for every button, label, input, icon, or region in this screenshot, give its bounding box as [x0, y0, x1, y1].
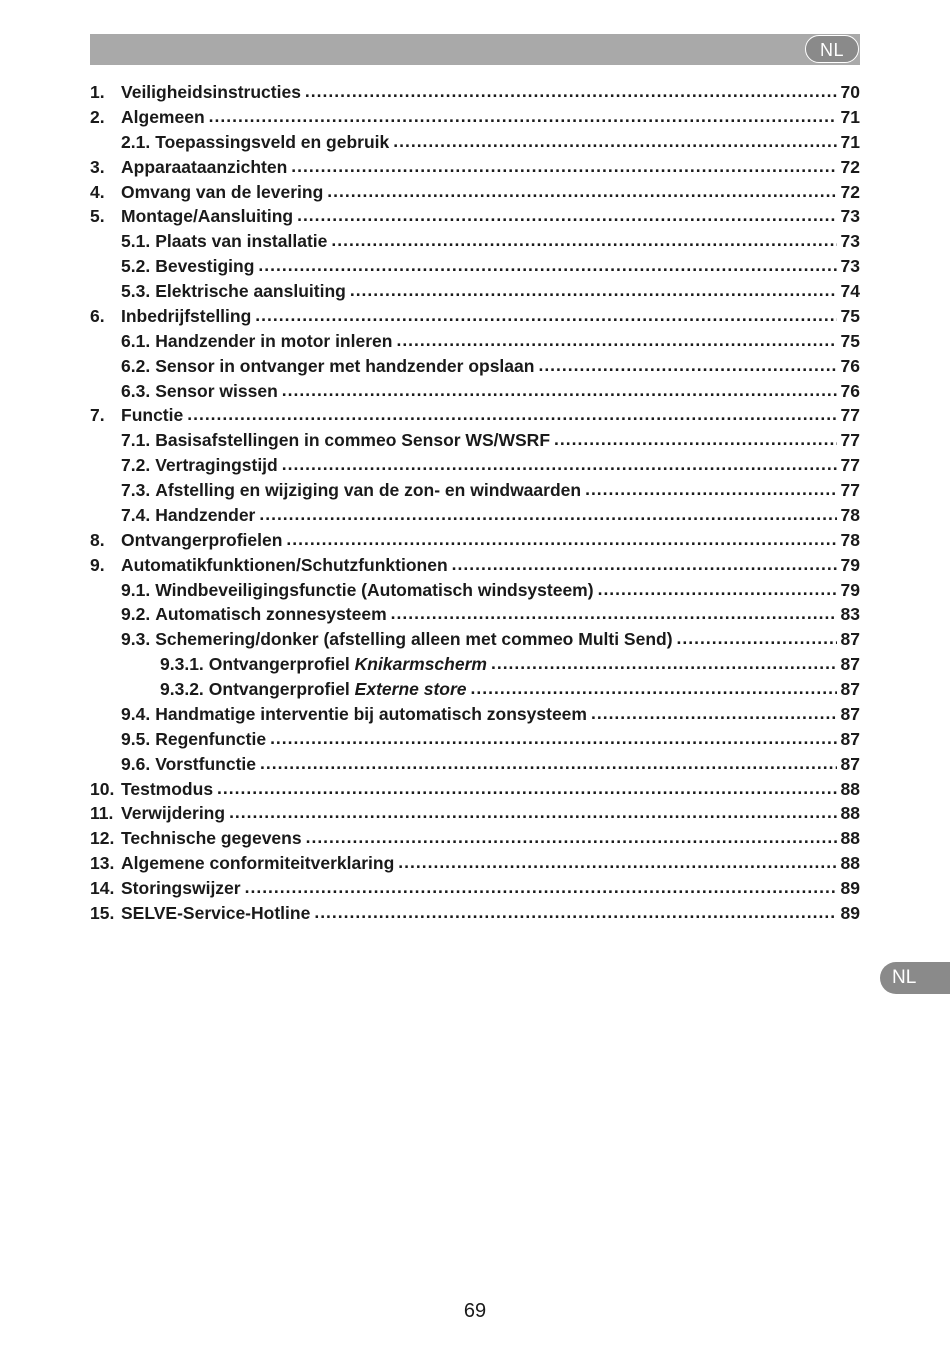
- toc-dot-leader: [255, 303, 836, 328]
- toc-entry-title: [209, 677, 467, 702]
- toc-entry-title: [155, 229, 327, 254]
- toc-entry-title-text: Algemeen: [121, 106, 205, 127]
- toc-entry-title-text: Automatikfunktionen/Schutzfunktionen: [121, 554, 448, 575]
- toc-entry-title: [155, 428, 550, 453]
- toc-entry-title: [155, 627, 672, 652]
- toc-entry[interactable]: [90, 478, 860, 503]
- toc-entry-title: [155, 478, 581, 503]
- toc-entry-title-text: Schemering/donker (afstelling alleen met commeo Multi Send): [155, 629, 673, 650]
- toc-entry-title: [155, 379, 278, 404]
- toc-entry-number: 5.2.: [121, 256, 151, 277]
- toc-entry-page: 88: [840, 778, 860, 799]
- toc-entry-page: 71: [840, 106, 860, 127]
- toc-dot-leader: [217, 776, 836, 801]
- toc-dot-leader: [270, 726, 836, 751]
- toc-entry-page: 76: [840, 380, 860, 401]
- toc-entry-title: [121, 553, 448, 578]
- toc-entry-page: 88: [840, 853, 860, 874]
- toc-entry-title-text: Afstelling en wijziging van de zon- en windwaarden: [155, 480, 582, 500]
- toc-entry-number: 7.2.: [121, 455, 151, 476]
- toc-entry-title-text: Handzender: [155, 504, 256, 525]
- toc-entry-number: 4.: [90, 181, 105, 202]
- toc-entry-title: [121, 851, 394, 876]
- toc-entry-page: 76: [840, 355, 860, 376]
- toc-entry-page: 87: [840, 753, 860, 774]
- toc-entry-number: 13.: [90, 853, 115, 874]
- toc-entry-page: 87: [840, 728, 860, 749]
- toc-entry-title-text: Inbedrijfstelling: [121, 305, 252, 326]
- toc-entry-title: [209, 652, 487, 677]
- toc-entry-number: 3.: [90, 156, 105, 177]
- toc-entry[interactable]: [90, 279, 860, 304]
- toc-entry-page: 88: [840, 828, 860, 849]
- toc-entry-number: 7.: [90, 405, 105, 426]
- toc-entry-title-text: Automatisch zonnesysteem: [155, 604, 387, 625]
- toc-entry-page: 72: [840, 156, 860, 177]
- toc-dot-leader: [297, 203, 836, 228]
- toc-entry[interactable]: [90, 453, 860, 478]
- language-side-tab[interactable]: NL: [880, 962, 950, 994]
- toc-entry-page: 87: [840, 703, 860, 724]
- toc-entry-number: 9.1.: [121, 579, 151, 600]
- toc-dot-leader: [350, 278, 837, 303]
- toc-dot-leader: [554, 427, 837, 452]
- toc-entry[interactable]: [90, 777, 860, 802]
- toc-entry[interactable]: [90, 254, 860, 279]
- toc-entry-title-text: Basisafstellingen in commeo Sensor WS/WSRF: [155, 430, 551, 451]
- toc-entry-page: 87: [840, 679, 860, 699]
- toc-dot-leader: [209, 104, 837, 129]
- toc-entry-title: [121, 304, 251, 329]
- toc-entry-number: 10.: [90, 778, 115, 799]
- toc-entry-title: [121, 180, 323, 205]
- toc-entry-number: 6.: [90, 305, 105, 326]
- toc-entry-title: [155, 503, 255, 528]
- toc-entry[interactable]: [90, 105, 860, 130]
- toc-entry-page: 87: [840, 629, 860, 650]
- toc-dot-leader: [452, 552, 837, 577]
- toc-entry-page: 77: [840, 405, 860, 426]
- toc-entry-number: 9.3.: [121, 629, 151, 650]
- toc-entry-page: 73: [840, 256, 860, 277]
- toc-entry[interactable]: [90, 752, 860, 777]
- toc-entry-number: 7.4.: [121, 504, 151, 525]
- toc-entry-number: 9.3.2.: [160, 679, 204, 699]
- toc-entry-title-emphasis: Knikarmscherm: [354, 654, 487, 675]
- toc-dot-leader: [305, 79, 837, 104]
- toc-dot-leader: [598, 577, 837, 602]
- toc-entry[interactable]: [90, 304, 860, 329]
- toc-entry-page: 79: [840, 579, 860, 600]
- toc-dot-leader: [327, 179, 836, 204]
- toc-dot-leader: [286, 527, 836, 552]
- toc-entry[interactable]: [90, 80, 860, 105]
- toc-entry-title-text: Ontvangerprofiel: [208, 679, 350, 699]
- toc-entry[interactable]: [90, 528, 860, 553]
- toc-entry-page: 72: [840, 181, 860, 202]
- toc-entry-title-text: Apparaataanzichten: [121, 156, 288, 177]
- toc-entry-title: [121, 403, 183, 428]
- toc-entry-page: 75: [840, 305, 860, 326]
- toc-entry-title-text: Bevestiging: [155, 256, 255, 277]
- toc-entry-number: 5.3.: [121, 281, 151, 301]
- toc-entry-title-text: Functie: [121, 405, 184, 426]
- toc-entry-page: 79: [840, 554, 860, 575]
- toc-entry-title-text: Windbeveiligingsfunctie (Automatisch windsysteem): [155, 579, 594, 600]
- toc-entry-number: 12.: [90, 828, 115, 849]
- toc-dot-leader: [398, 850, 836, 875]
- toc-entry-number: 7.3.: [121, 480, 151, 500]
- toc-entry-number: 6.1.: [121, 330, 151, 351]
- toc-entry-page: 87: [840, 654, 860, 675]
- toc-entry[interactable]: [90, 578, 860, 603]
- toc-entry-title-text: Technische gegevens: [121, 828, 302, 849]
- toc-dot-leader: [471, 676, 837, 701]
- toc-entry-title-text: Elektrische aansluiting: [155, 281, 346, 301]
- toc-entry-title: [155, 727, 266, 752]
- toc-entry-title-text: Regenfunctie: [155, 728, 267, 749]
- toc-entry-title: [121, 801, 225, 826]
- toc-entry[interactable]: [90, 602, 860, 627]
- toc-entry-page: 77: [840, 480, 860, 500]
- toc-entry-number: 2.: [90, 106, 105, 127]
- toc-entry-page: 70: [840, 82, 860, 102]
- toc-entry-title: [155, 279, 346, 304]
- toc-entry-title-text: Plaats van installatie: [155, 231, 328, 252]
- toc-dot-leader: [282, 378, 837, 403]
- toc-entry-page: 89: [840, 878, 860, 898]
- toc-dot-leader: [259, 502, 836, 527]
- toc-entry[interactable]: [90, 702, 860, 727]
- toc-dot-leader: [391, 601, 837, 626]
- toc-entry-page: 77: [840, 430, 860, 451]
- toc-entry-title: [155, 752, 256, 777]
- toc-entry[interactable]: [90, 851, 860, 876]
- toc-entry-number: 8.: [90, 529, 105, 550]
- toc-dot-leader: [393, 129, 836, 154]
- toc-entry-title-text: Sensor in ontvanger met handzender opslaan: [155, 355, 535, 376]
- toc-entry-title: [155, 602, 386, 627]
- toc-entry-page: 73: [840, 231, 860, 252]
- toc-entry-page: 77: [840, 455, 860, 476]
- toc-entry-title: [121, 528, 282, 553]
- toc-entry[interactable]: [90, 876, 860, 901]
- toc-dot-leader: [491, 651, 837, 676]
- toc-entry[interactable]: [90, 403, 860, 428]
- toc-entry[interactable]: [90, 204, 860, 229]
- toc-entry-number: 9.5.: [121, 728, 151, 749]
- toc-entry-page: 73: [840, 206, 860, 227]
- toc-entry-title-text: Ontvangerprofielen: [121, 529, 283, 550]
- toc-entry[interactable]: [90, 652, 860, 677]
- toc-entry-title: [155, 702, 587, 727]
- toc-entry-page: 89: [840, 902, 860, 923]
- page-number: 69: [463, 1300, 487, 1322]
- toc-dot-leader: [260, 751, 837, 776]
- toc-entry-page: 83: [840, 604, 860, 625]
- toc-entry-title: [121, 826, 302, 851]
- toc-entry[interactable]: [90, 677, 860, 702]
- toc-entry-title-text: Vorstfunctie: [155, 753, 256, 774]
- toc-entry[interactable]: [90, 155, 860, 180]
- toc-entry-title-text: Omvang van de levering: [121, 181, 324, 202]
- toc-entry-title: [155, 354, 534, 379]
- toc-entry-title: [121, 105, 205, 130]
- toc-dot-leader: [258, 253, 836, 278]
- toc-entry-title-text: Toepassingsveld en gebruik: [155, 131, 390, 152]
- toc-entry[interactable]: [90, 180, 860, 205]
- toc-entry-title: [121, 204, 293, 229]
- toc-dot-leader: [591, 701, 837, 726]
- toc-entry-number: 9.2.: [121, 604, 151, 625]
- toc-entry-page: 74: [840, 281, 860, 301]
- toc-entry-title: [121, 901, 310, 926]
- toc-entry-page: 78: [840, 504, 860, 525]
- toc-entry-title: [155, 453, 278, 478]
- toc-entry-number: 9.3.1.: [160, 654, 204, 675]
- toc-entry[interactable]: [90, 354, 860, 379]
- language-badge: NL: [805, 35, 859, 63]
- table-of-contents: [90, 80, 860, 926]
- toc-dot-leader: [187, 402, 836, 427]
- toc-dot-leader: [314, 900, 836, 925]
- toc-dot-leader: [396, 328, 836, 353]
- toc-entry-number: 14.: [90, 878, 115, 898]
- toc-entry[interactable]: [90, 329, 860, 354]
- toc-dot-leader: [245, 875, 837, 900]
- toc-entry-title: [121, 155, 287, 180]
- toc-dot-leader: [538, 353, 836, 378]
- toc-entry[interactable]: [90, 379, 860, 404]
- toc-entry-number: 11.: [90, 803, 114, 824]
- toc-entry[interactable]: [90, 801, 860, 826]
- toc-entry-title-text: Algemene conformiteitverklaring: [121, 853, 395, 874]
- toc-entry[interactable]: [90, 503, 860, 528]
- toc-entry-title: [155, 130, 389, 155]
- toc-entry-title: [155, 578, 593, 603]
- toc-entry-number: 6.3.: [121, 380, 151, 401]
- toc-entry-number: 9.: [90, 554, 105, 575]
- toc-entry-number: 15.: [90, 902, 115, 923]
- toc-entry-page: 71: [840, 131, 860, 152]
- toc-entry[interactable]: [90, 229, 860, 254]
- toc-entry-title: [121, 876, 241, 901]
- toc-entry[interactable]: [90, 553, 860, 578]
- toc-entry-page: 75: [840, 330, 860, 351]
- toc-entry-page: 88: [840, 803, 860, 824]
- toc-entry-number: 7.1.: [121, 430, 151, 451]
- toc-entry-title: [121, 80, 301, 105]
- toc-entry-title: [155, 329, 392, 354]
- toc-entry[interactable]: [90, 826, 860, 851]
- toc-entry[interactable]: [90, 627, 860, 652]
- toc-dot-leader: [331, 228, 836, 253]
- toc-entry[interactable]: [90, 727, 860, 752]
- toc-entry[interactable]: [90, 428, 860, 453]
- toc-dot-leader: [306, 825, 837, 850]
- toc-entry-number: 2.1.: [121, 131, 151, 152]
- toc-entry-title-text: Verwijdering: [121, 803, 226, 824]
- toc-entry-title: [121, 777, 213, 802]
- toc-entry[interactable]: [90, 130, 860, 155]
- toc-entry-title-text: Veiligheidsinstructies: [121, 82, 301, 102]
- toc-entry-title-text: Ontvangerprofiel: [208, 654, 350, 675]
- toc-entry-title-emphasis: Externe store: [354, 679, 467, 699]
- toc-entry-number: 6.2.: [121, 355, 151, 376]
- toc-entry-number: 1.: [90, 82, 105, 102]
- toc-entry-number: 9.4.: [121, 703, 151, 724]
- toc-entry-number: 5.1.: [121, 231, 151, 252]
- toc-entry-title-text: Handzender in motor inleren: [155, 330, 393, 351]
- toc-entry[interactable]: [90, 901, 860, 926]
- toc-entry-number: 5.: [90, 206, 105, 227]
- toc-dot-leader: [291, 154, 836, 179]
- toc-entry-title-text: Storingswijzer: [121, 878, 241, 898]
- toc-dot-leader: [677, 626, 837, 651]
- toc-entry-title-text: Sensor wissen: [155, 380, 278, 401]
- toc-entry-title-text: Handmatige interventie bij automatisch zonsysteem: [155, 703, 587, 724]
- toc-entry-title-text: Testmodus: [121, 778, 214, 799]
- toc-entry-title-text: Vertragingstijd: [155, 455, 278, 476]
- toc-entry-page: 78: [840, 529, 860, 550]
- toc-entry-title-text: SELVE-Service-Hotline: [121, 902, 311, 923]
- header-bar: [90, 34, 860, 65]
- toc-dot-leader: [282, 452, 837, 477]
- toc-entry-title: [155, 254, 254, 279]
- toc-dot-leader: [585, 477, 836, 502]
- toc-entry-title-text: Montage/Aansluiting: [121, 206, 294, 227]
- toc-dot-leader: [229, 800, 836, 825]
- toc-entry-number: 9.6.: [121, 753, 151, 774]
